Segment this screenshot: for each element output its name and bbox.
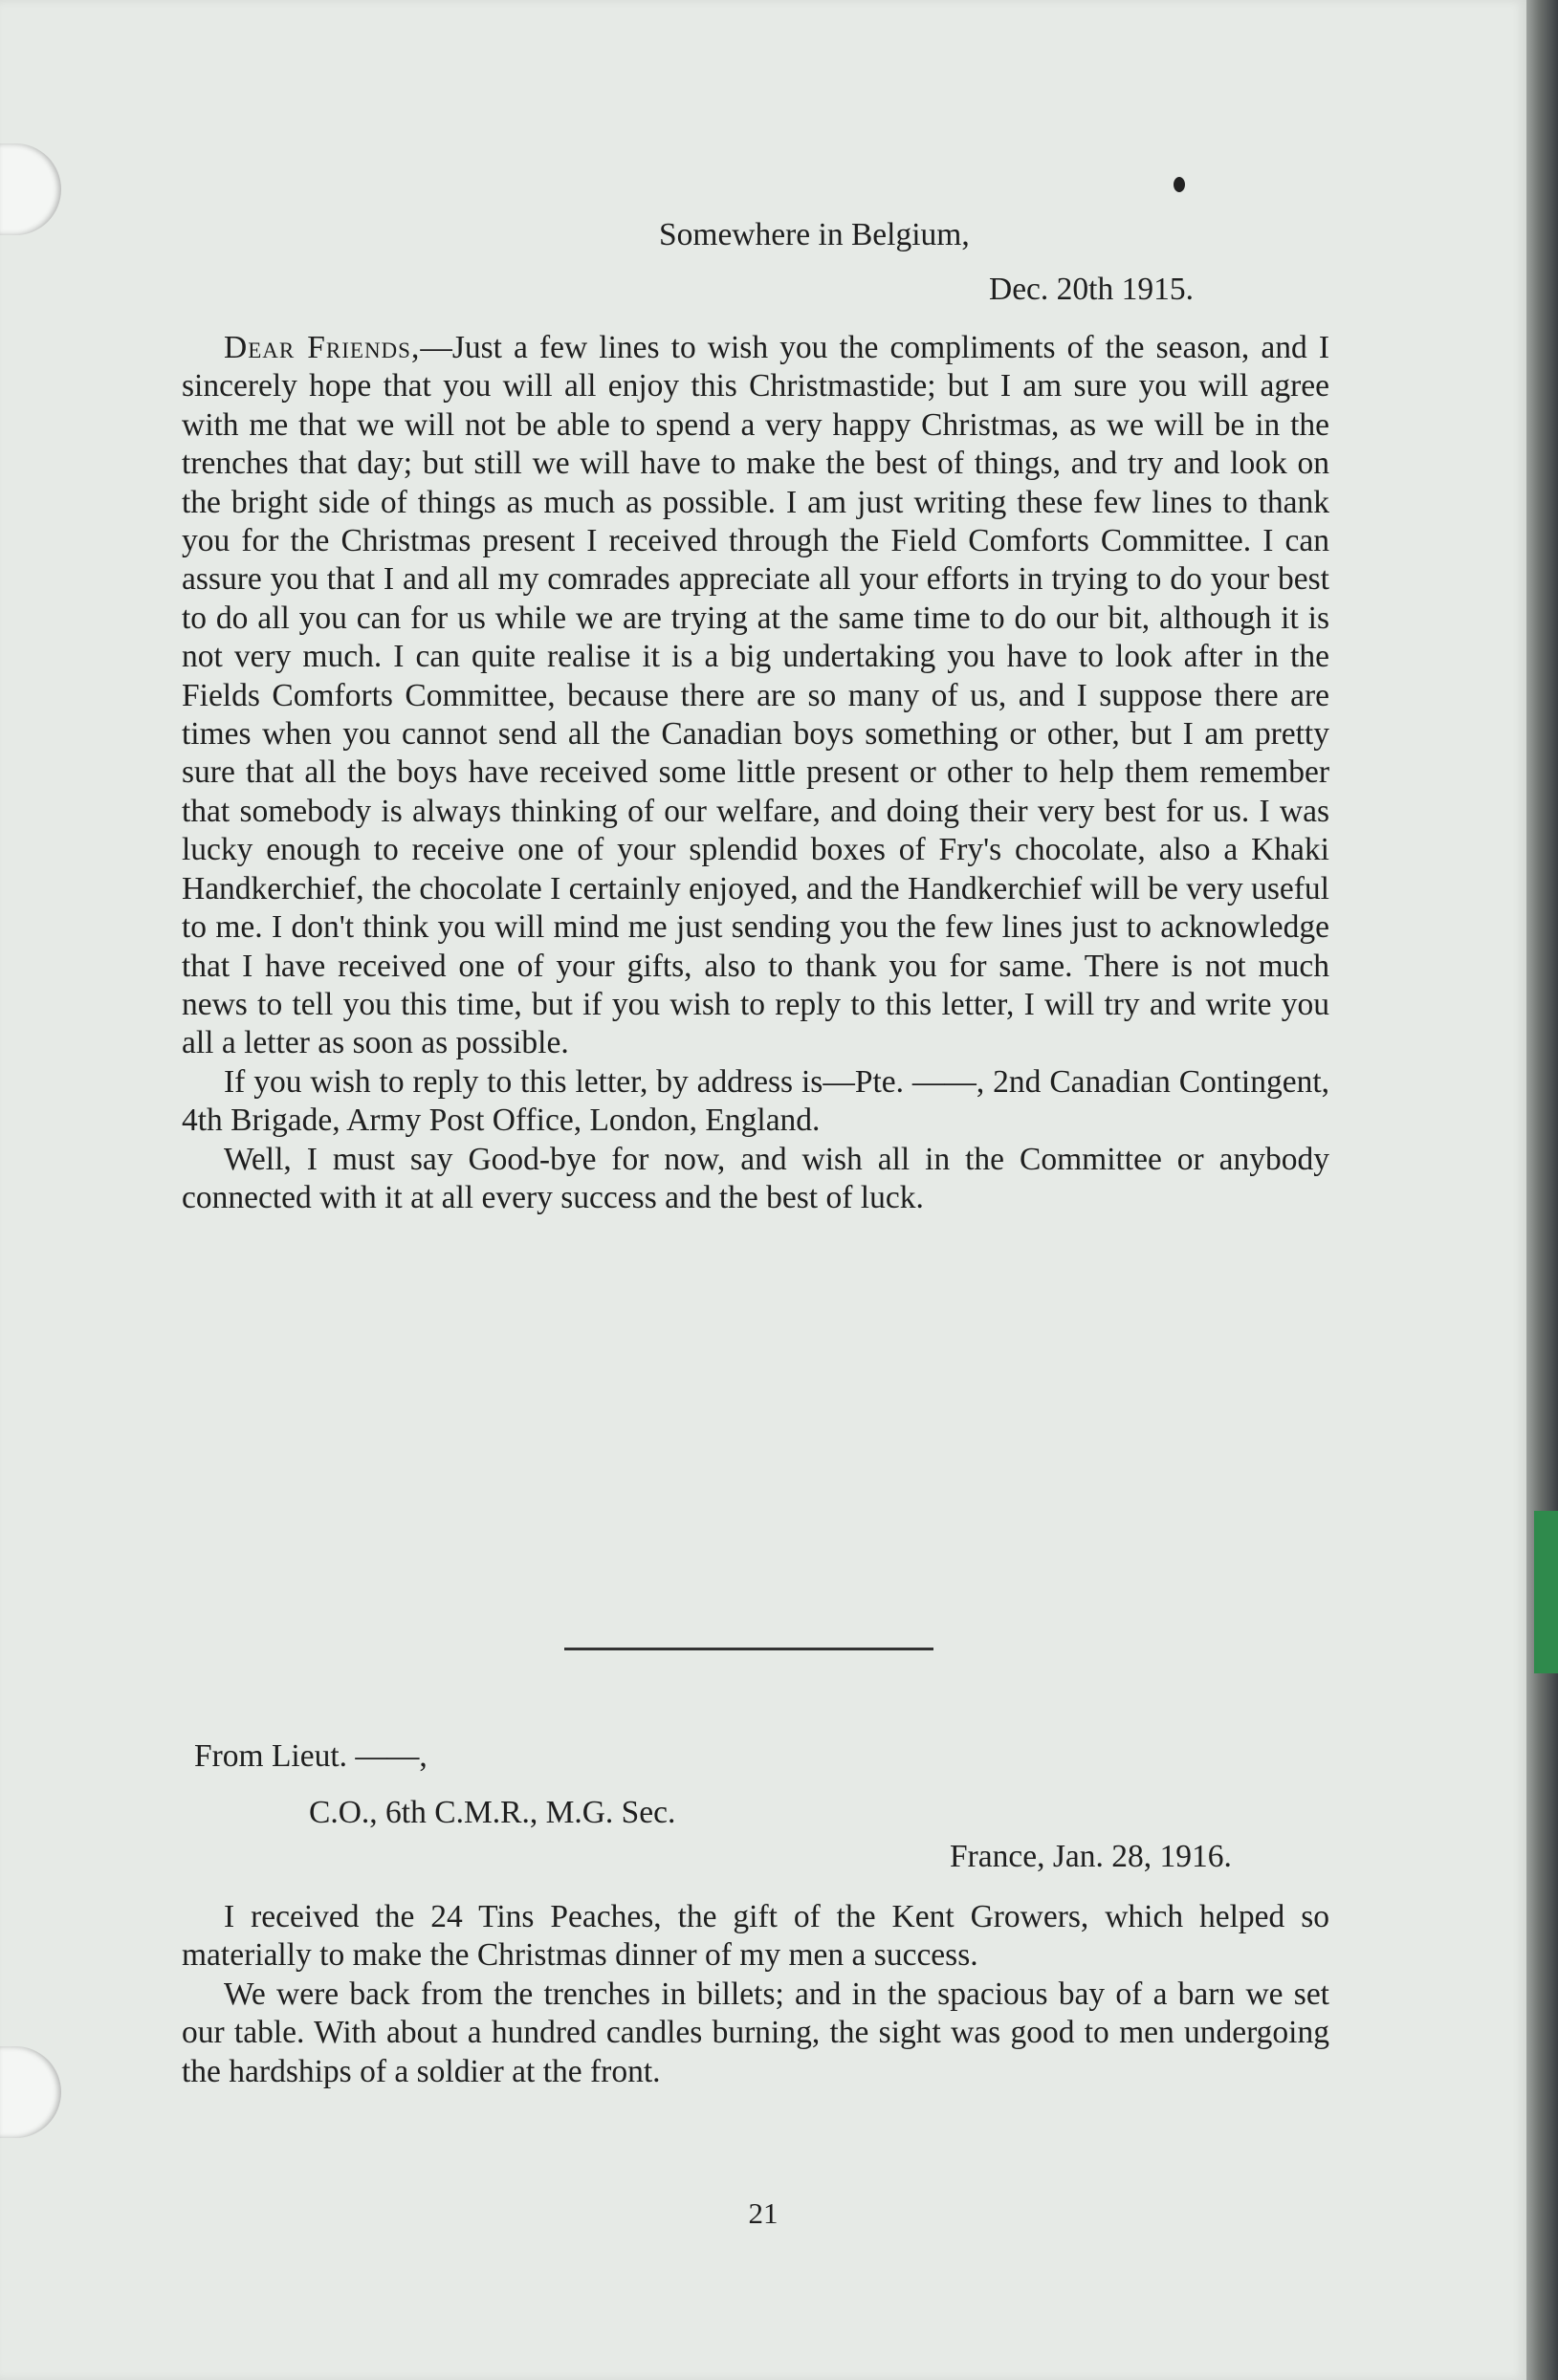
page-number: 21 [748, 2196, 779, 2230]
letter1-paragraph-1-text: —Just a few lines to wish you the compliments of the season, and I sincerely hope that you will all enjoy this Christmastide; but I am sure you will agree with me that we will not be able to spend a very happy Christmas, as we will be in the trenches that day; but still we will have to make the best of things, and try and look on the bright side of things as much as possible. I am just writing these few lines to thank you for the Christmas present I received through the Field Comforts Committee. I can assure you that I and all my comrades appreciate all your efforts in trying to do your best to do all you can for us while we are trying at the same time to do our bit, although it is not very much. I can quite realise it is a big undertaking you have to look after in the Fields Comforts Committee, because there are so many of us, and I suppose there are times when you cannot send all the Canadian boys something or other, but I am pretty sure that all the boys have received some little present or other to help them remember that somebody is always thinking of our welfare, and doing their very best for us. I was lucky enough to receive one of your splendid boxes of Fry's chocolate, also a Khaki Handkerchief, the chocolate I certainly enjoyed, and the Handkerchief will be very useful to me. I don't think you will mind me just sending you the few lines just to acknowledge that I have received one of your gifts, also to thank you for same. There is not much news to tell you this time, but if you wish to reply to this letter, I will try and write you all a letter as soon as possible. [182, 330, 1329, 1061]
section-divider [564, 1648, 933, 1650]
letter1-body [182, 329, 1329, 1217]
letter2-paragraph-2: We were back from the trenches in billets; and in the spacious bay of a barn we set our table. With about a hundred candles burning, the sight was good to men undergoing the hardships of a soldier at the front. [182, 1976, 1329, 2089]
binder-hole-top [0, 143, 61, 235]
divider-tab [1534, 1511, 1558, 1673]
letter2-unit: C.O., 6th C.M.R., M.G. Sec. [309, 1795, 676, 1830]
letter2-from: From Lieut. ——, [194, 1738, 428, 1774]
letter2-date: France, Jan. 28, 1916. [950, 1839, 1232, 1874]
letter1-paragraph-3: Well, I must say Good-bye for now, and wish all in the Committee or anybody connected with it at all every success and the best of luck. [182, 1141, 1329, 1215]
letter1-paragraph-1 [182, 329, 1329, 1063]
binder-hole-bottom [0, 2046, 61, 2138]
letter2-body [182, 1898, 1329, 2091]
ink-spot [1174, 177, 1185, 192]
page-edge-shadow [1526, 0, 1558, 2380]
letter2-paragraph-1: I received the 24 Tins Peaches, the gift of the Kent Growers, which helped so materially to make the Christmas dinner of my men a success. [182, 1899, 1329, 1974]
letter1-date: Dec. 20th 1915. [989, 272, 1194, 307]
letter1-place: Somewhere in Belgium, [659, 217, 970, 252]
letter1-salutation: Dear Friends, [224, 330, 421, 365]
letter1-paragraph-2: If you wish to reply to this letter, by address is—Pte. ——, 2nd Canadian Contingent, 4th Brigade, Army Post Office, London, England. [182, 1063, 1329, 1139]
